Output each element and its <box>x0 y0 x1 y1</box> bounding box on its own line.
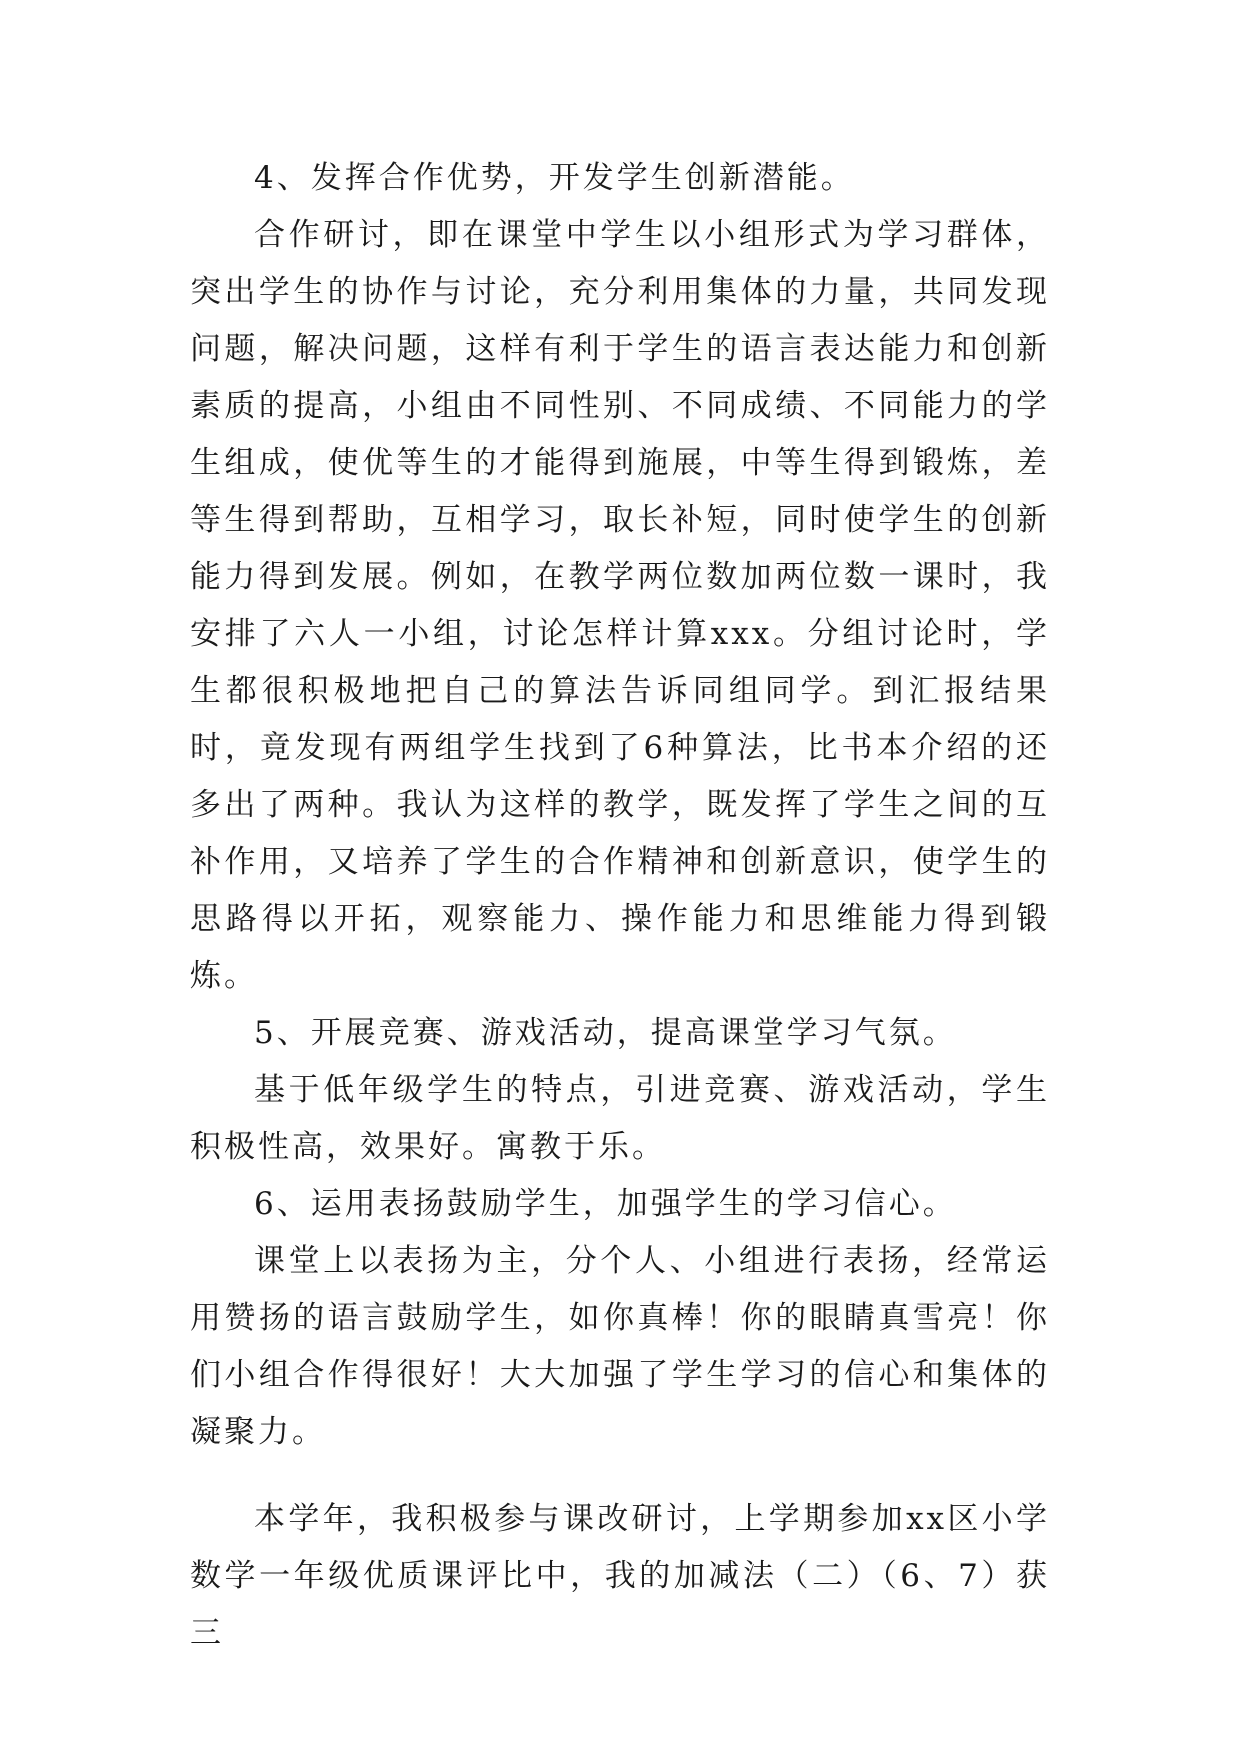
heading-item-5: 5、开展竞赛、游戏活动，提高课堂学习气氛。 <box>254 1015 957 1051</box>
document-body <box>190 150 1050 1662</box>
paragraph-competition: 基于低年级学生的特点，引进竞赛、游戏活动，学生积极性高，效果好。寓教于乐。 <box>190 1072 1050 1165</box>
paragraph-cooperation: 合作研讨，即在课堂中学生以小组形式为学习群体，突出学生的协作与讨论，充分利用集体的力量，共同发现问题，解决问题，这样有利于学生的语言表达能力和创新素质的提高，小组由不同性别、不同成绩、不同能力的学生组成，使优等生的才能得到施展，中等生得到锻炼，差等生得到帮助，互相学习，取长补短，同时使学生的创新能力得到发展。例如，在教学两位数加两位数一课时，我安排了六人一小组，讨论怎样计算xxx。分组讨论时，学生都很积极地把自己的算法告诉同组同学。到汇报结果时，竟发现有两组学生找到了6种算法，比书本介绍的还多出了两种。我认为这样的教学，既发挥了学生之间的互补作用，又培养了学生的合作精神和创新意识，使学生的思路得以开拓，观察能力、操作能力和思维能力得到锻炼。 <box>190 217 1050 994</box>
paragraph-praise: 课堂上以表扬为主，分个人、小组进行表扬，经常运用赞扬的语言鼓励学生，如你真棒！你的眼睛真雪亮！你们小组合作得很好！大大加强了学生学习的信心和集体的凝聚力。 <box>190 1243 1050 1450</box>
paragraph-school-year: 本学年，我积极参与课改研讨，上学期参加xx区小学数学一年级优质课评比中，我的加减法（二）（6、7）获三 <box>190 1501 1050 1651</box>
heading-item-4: 4、发挥合作优势，开发学生创新潜能。 <box>254 160 855 196</box>
heading-item-6: 6、运用表扬鼓励学生，加强学生的学习信心。 <box>254 1186 957 1222</box>
